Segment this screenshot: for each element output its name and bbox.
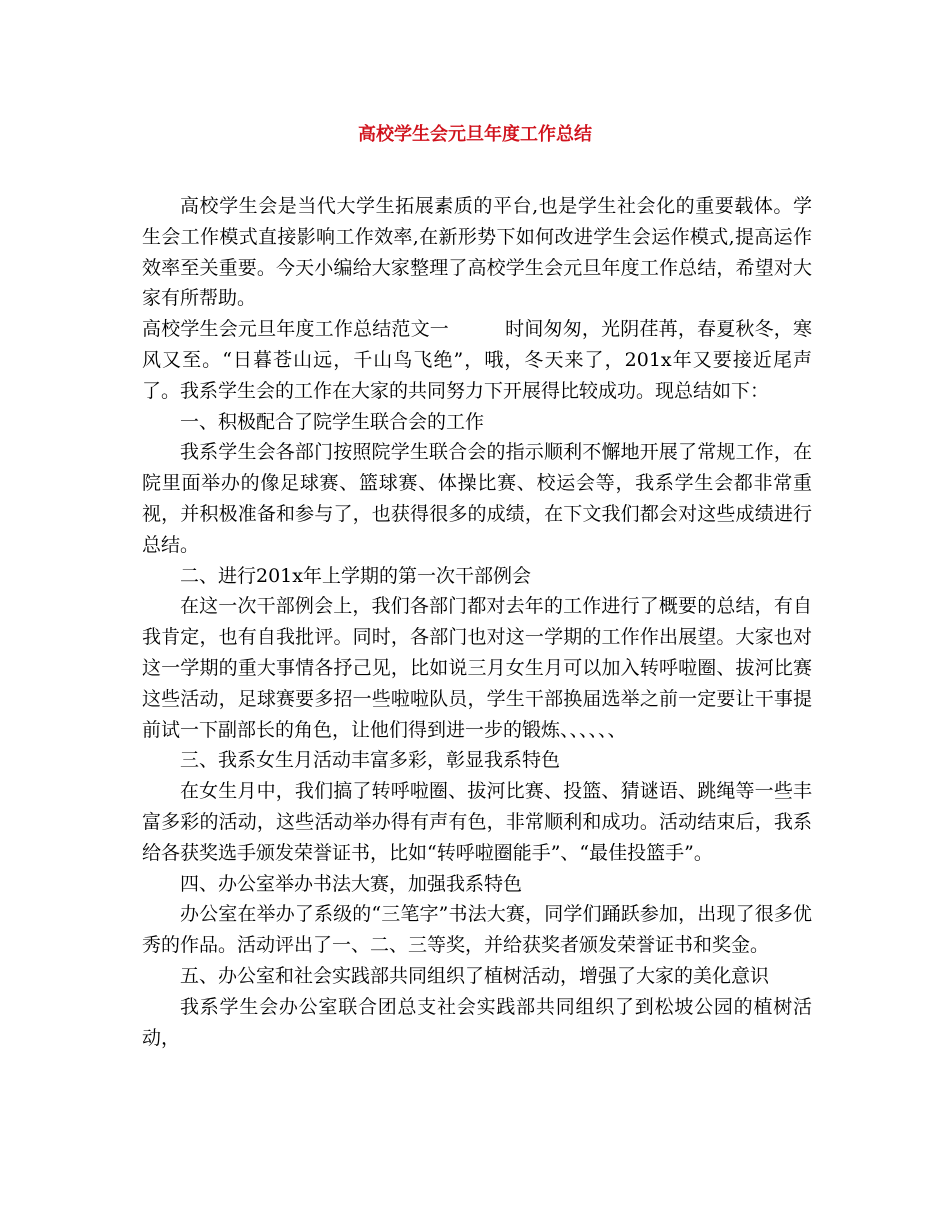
document-title: 高校学生会元旦年度工作总结 (358, 124, 592, 145)
sample-opening: 时间匆匆，光阴荏苒，春夏秋冬，寒风又至。“日暮苍山远，千山鸟飞绝”，哦，冬天来了，201x年又要接近尾声了。我系学生会的工作在大家的共同努力下开展得比较成功。现总结如下： (142, 318, 812, 402)
section-text-5: 我系学生会办公室联合团总支社会实践部共同组织了到松坡公园的植树活动， (142, 995, 812, 1049)
section-text-3: 在女生月中，我们搞了转呼啦圈、拔河比赛、投篮、猜谜语、跳绳等一些丰富多彩的活动，这些活动举办得有声有色，非常顺利和成功。活动结束后，我系给各获奖选手颁发荣誉证书，比如“转呼啦圈能手”、“最佳投篮手”。 (142, 780, 812, 864)
section-heading-2: 二、进行201x年上学期的第一次干部例会 (180, 564, 531, 587)
section-heading-5: 五、办公室和社会实践部共同组织了植树活动，增强了大家的美化意识 (180, 964, 770, 987)
section-heading-1: 一、积极配合了院学生联合会的工作 (180, 410, 485, 433)
sample-paragraph (142, 314, 812, 406)
document-body (142, 191, 812, 1053)
intro-paragraph: 高校学生会是当代大学生拓展素质的平台,也是学生社会化的重要载体。学生会工作模式直接影响工作效率,在新形势下如何改进学生会运作模式,提高运作效率至关重要。今天小编给大家整理了高校学生会元旦年度工作总结，希望对大家有所帮助。 (142, 195, 812, 310)
section-text-2: 在这一次干部例会上，我们各部门都对去年的工作进行了概要的总结，有自我肯定，也有自我批评。同时，各部门也对这一学期的工作作出展望。大家也对这一学期的重大事情各抒己见，比如说三月女生月可以加入转呼啦圈、拔河比赛这些活动，足球赛要多招一些啦啦队员，学生干部换届选举之前一定要让干事提前试一下副部长的角色，让他们得到进一步的锻炼、、、、、、 (142, 595, 812, 741)
section-heading-4: 四、办公室举办书法大赛，加强我系特色 (180, 872, 523, 895)
section-text-1: 我系学生会各部门按照院学生联合会的指示顺利不懈地开展了常规工作，在院里面举办的像足球赛、篮球赛、体操比赛、校运会等，我系学生会都非常重视，并积极准备和参与了，也获得很多的成绩，在下文我们都会对这些成绩进行总结。 (142, 441, 812, 556)
section-heading-3: 三、我系女生月活动丰富多彩，彰显我系特色 (180, 749, 561, 772)
section-text-4: 办公室在举办了系级的“三笔字”书法大赛，同学们踊跃参加，出现了很多优秀的作品。活动评出了一、二、三等奖，并给获奖者颁发荣誉证书和奖金。 (142, 903, 812, 957)
sample-heading: 高校学生会元旦年度工作总结范文一 (142, 318, 449, 341)
